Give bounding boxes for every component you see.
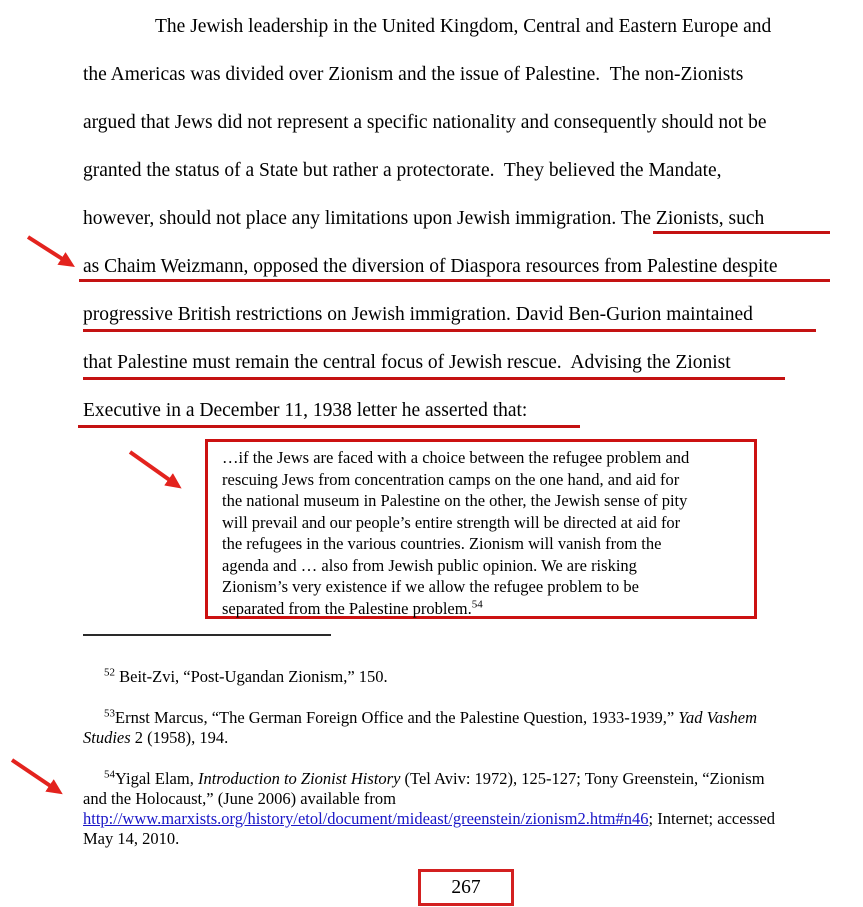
footnote-line: [83, 789, 843, 809]
body-line: however, should not place any limitations upon Jewish immigration. The Zionists, such: [83, 208, 765, 229]
footnote-marker-54: 54: [104, 768, 115, 781]
footnote-ref-54: 54: [471, 598, 483, 610]
annotation-arrow: [12, 760, 52, 787]
quote-line: the refugees in the various countries. Zionism will vanish from the: [222, 534, 662, 553]
body-line: that Palestine must remain the central focus of Jewish rescue. Advising the Zionist: [83, 352, 731, 373]
footnote-54: [83, 769, 843, 849]
footnote-text: Beit-Zvi, “Post-Ugandan Zionism,” 150.: [115, 667, 388, 686]
footnote-line: [83, 708, 843, 728]
footnote-text: Yigal Elam,: [115, 769, 198, 788]
red-underline: [79, 279, 830, 282]
footnote-line: [83, 829, 843, 849]
quote-line: rescuing Jews from concentration camps on the one hand, and aid for: [222, 469, 680, 489]
body-line: Executive in a December 11, 1938 letter he asserted that:: [83, 400, 528, 421]
footnote-53: [83, 708, 843, 748]
footnote-italic-title: Yad Vashem: [678, 708, 757, 727]
footnote-separator: [83, 634, 331, 636]
footnote-marker-53: 53: [104, 707, 115, 720]
footnote-text: 2 (1958), 194.: [130, 728, 229, 747]
footnote-line: [83, 809, 843, 829]
footnote-text: May 14, 2010.: [83, 829, 180, 848]
red-underline: [83, 377, 785, 380]
quote-last-line-text: separated from the Palestine problem.: [222, 598, 472, 618]
page-number: 267: [451, 876, 481, 898]
quote-line: agenda and … also from Jewish public opinion. We are risking: [222, 555, 637, 575]
body-line: The Jewish leadership in the United Kingdom, Central and Eastern Europe and: [155, 16, 772, 37]
quote-line: Zionism’s very existence if we allow the refugee problem to be: [222, 577, 639, 596]
page-number-box: [418, 869, 514, 906]
quote-line: the national museum in Palestine on the other, the Jewish sense of pity: [222, 491, 688, 510]
paragraph: [83, 3, 843, 435]
footnote-text: (Tel Aviv: 1972), 125-127; Tony Greenstein, “Zionism: [400, 769, 765, 788]
body-line: granted the status of a State but rather a protectorate. They believed the Mandate,: [83, 160, 722, 181]
quote-last-line: [222, 598, 748, 620]
quote-line: will prevail and our people’s entire strength will be directed at aid for: [222, 512, 681, 532]
footnote-line: [83, 728, 843, 748]
body-line: the Americas was divided over Zionism and the issue of Palestine. The non-Zionists: [83, 64, 744, 85]
footnote-italic-title: Studies: [83, 728, 131, 747]
quote-box: [205, 439, 757, 619]
footnote-line: [83, 769, 843, 789]
quote-line: …if the Jews are faced with a choice between the refugee problem and: [222, 448, 690, 467]
body-line: argued that Jews did not represent a specific nationality and consequently should not be: [83, 112, 767, 133]
annotation-arrow: [28, 237, 64, 260]
annotation-arrow: [130, 452, 171, 481]
red-underline: [78, 425, 580, 428]
footnote-52: [83, 667, 843, 687]
red-underline: [653, 231, 830, 234]
footnote-url-link[interactable]: http://www.marxists.org/history/etol/document/mideast/greenstein/zionism2.htm#n46: [83, 809, 649, 828]
footnote-text: Ernst Marcus, “The German Foreign Office and the Palestine Question, 1933-1939,”: [115, 708, 679, 727]
footnote-text: and the Holocaust,” (June 2006) available from: [83, 789, 396, 808]
footnote-text: ; Internet; accessed: [648, 809, 775, 828]
body-line: progressive British restrictions on Jewish immigration. David Ben-Gurion maintained: [83, 304, 753, 325]
footnote-marker-52: 52: [104, 666, 115, 679]
footnote-italic-title: Introduction to Zionist History: [197, 769, 401, 788]
red-underline: [83, 329, 816, 332]
footnote-line: [83, 667, 843, 687]
body-line: as Chaim Weizmann, opposed the diversion of Diaspora resources from Palestine despite: [83, 256, 778, 277]
